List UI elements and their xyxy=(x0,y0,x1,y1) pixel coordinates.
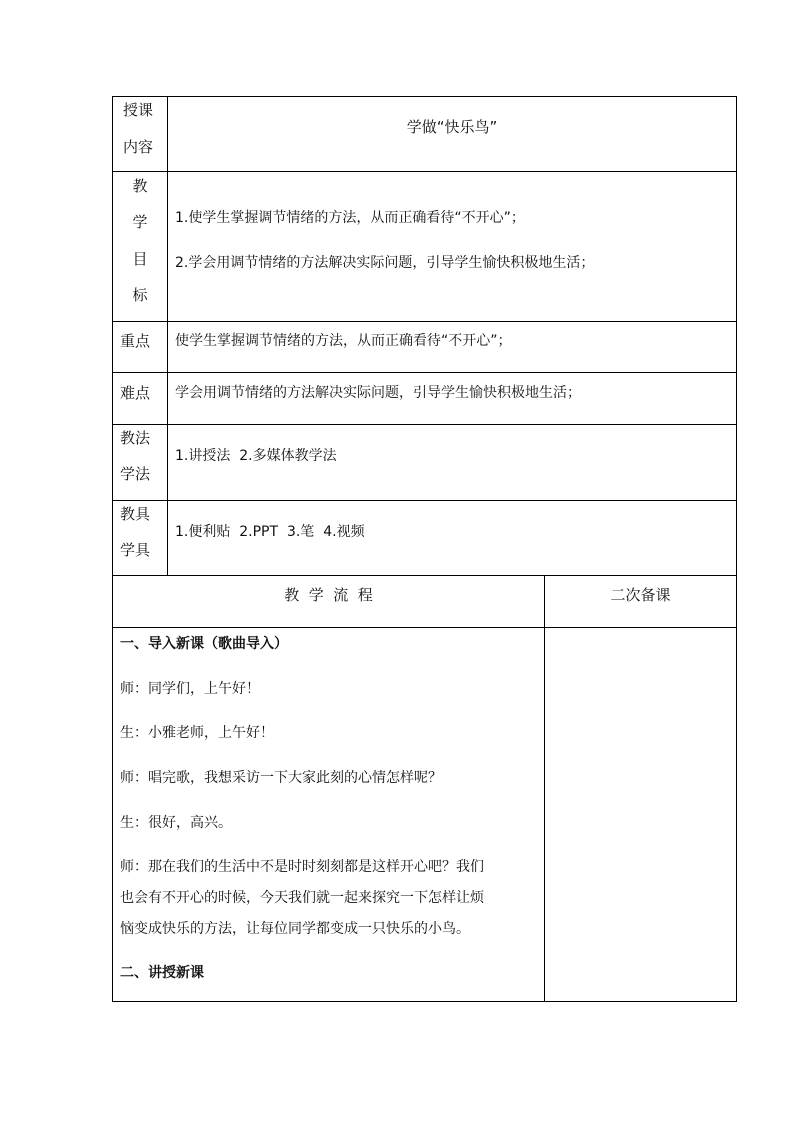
row-divider xyxy=(112,372,737,373)
row-divider xyxy=(112,171,737,172)
row-divider xyxy=(112,627,737,628)
row-divider xyxy=(112,575,737,576)
objectives-label-char: 教 xyxy=(132,177,148,195)
process-column-divider xyxy=(544,575,545,1001)
row-divider xyxy=(112,321,737,322)
methods-label-line-1: 教法 xyxy=(120,429,151,447)
table-border-right xyxy=(736,96,737,1002)
dialogue-line: 师：同学们，上午好！ xyxy=(120,681,260,697)
section-heading: 一、导入新课（歌曲导入） xyxy=(120,636,288,652)
dialogue-line: 生：很好，高兴。 xyxy=(120,815,232,831)
methods-text: 1.讲授法 2.多媒体教学法 xyxy=(175,448,337,464)
section-heading: 二、讲授新课 xyxy=(120,965,204,981)
content-label-line-1: 授课 xyxy=(123,101,154,119)
dialogue-line: 也会有不开心的时候，今天我们就一起来探究一下怎样让烦 xyxy=(120,890,484,906)
content-label-line-2: 内容 xyxy=(123,138,154,156)
objective-item: 2.学会用调节情绪的方法解决实际问题，引导学生愉快积极地生活； xyxy=(175,255,595,271)
table-border-bottom xyxy=(112,1001,737,1002)
process-header: 教 学 流 程 xyxy=(284,586,373,604)
difficulty-text: 学会用调节情绪的方法解决实际问题，引导学生愉快积极地生活； xyxy=(175,385,581,401)
objectives-label-char: 标 xyxy=(132,286,148,304)
row-divider xyxy=(112,424,737,425)
objectives-label-char: 目 xyxy=(132,250,148,268)
difficulty-label: 难点 xyxy=(120,384,151,402)
objective-item: 1.使学生掌握调节情绪的方法，从而正确看待“不开心”； xyxy=(175,210,525,226)
objectives-label-char: 学 xyxy=(132,213,148,231)
row-divider xyxy=(112,500,737,501)
key-point-label: 重点 xyxy=(120,332,151,350)
label-column-divider xyxy=(167,96,168,576)
key-point-text: 使学生掌握调节情绪的方法，从而正确看待“不开心”； xyxy=(175,333,512,349)
tools-label-line-2: 学具 xyxy=(120,541,151,559)
dialogue-line: 师：唱完歌，我想采访一下大家此刻的心情怎样呢？ xyxy=(120,770,442,786)
second-prep-header: 二次备课 xyxy=(610,586,671,604)
dialogue-line: 生：小雅老师，上午好！ xyxy=(120,725,274,741)
tools-label-line-1: 教具 xyxy=(120,505,151,523)
dialogue-line: 恼变成快乐的方法，让每位同学都变成一只快乐的小鸟。 xyxy=(120,921,470,937)
dialogue-line: 师：那在我们的生活中不是时时刻刻都是这样开心吧？我们 xyxy=(120,859,484,875)
tools-text: 1.便利贴 2.PPT 3.笔 4.视频 xyxy=(175,524,365,540)
table-border-top xyxy=(112,96,737,97)
lesson-title: 学做“快乐鸟” xyxy=(406,118,498,136)
methods-label-line-2: 学法 xyxy=(120,465,151,483)
